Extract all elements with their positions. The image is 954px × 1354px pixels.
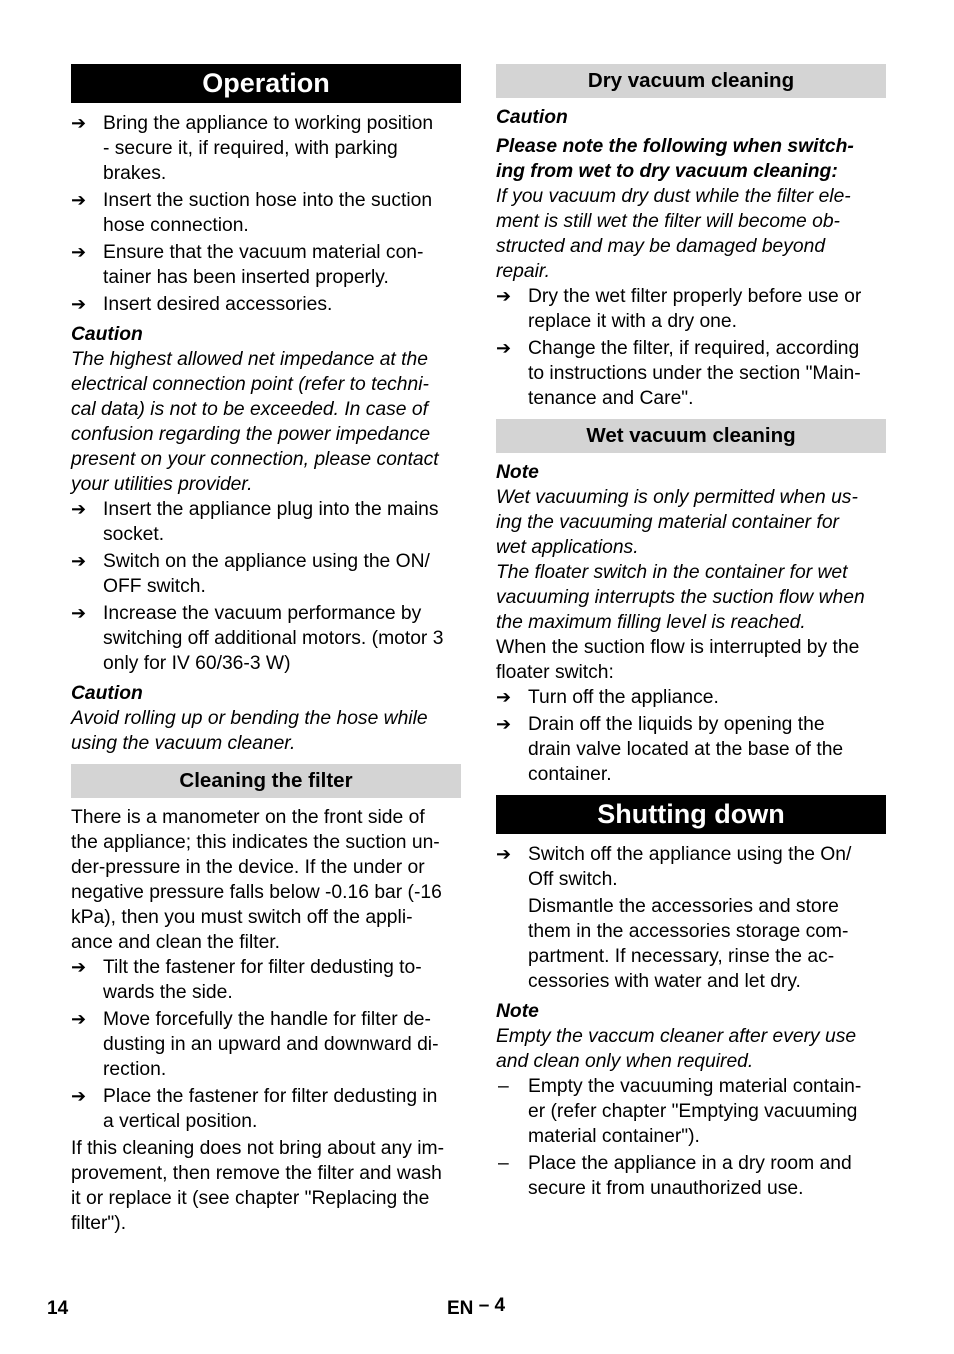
- step-text: Switch on the appliance using the ON/ OFF switch.: [103, 551, 430, 597]
- step-text: Move forcefully the handle for filter de- dusting in an upward and downward di- rection.: [103, 1009, 439, 1080]
- arrow-icon: ➔: [496, 338, 512, 358]
- note-text: Wet vacuuming is only permitted when us- ing the vacuuming material container for wet applications.: [496, 487, 858, 558]
- caution-heading: Caution: [71, 683, 143, 704]
- list-item: [496, 842, 886, 892]
- arrow-icon: ➔: [71, 603, 87, 623]
- note-text: The floater switch in the container for wet vacuuming interrupts the suction flow when the maximum filling level is reached.: [496, 562, 865, 633]
- arrow-icon: ➔: [71, 499, 87, 519]
- step-text: Ensure that the vacuum material con- tainer has been inserted properly.: [103, 242, 424, 288]
- step-text: Bring the appliance to working position - secure it, if required, with parking brakes.: [103, 113, 434, 184]
- dry-vacuum-heading: Dry vacuum cleaning: [496, 64, 886, 98]
- arrow-icon: ➔: [71, 242, 87, 262]
- wet-vacuum-heading: Wet vacuum cleaning: [496, 419, 886, 453]
- right-column: [496, 64, 886, 1203]
- list-item: [496, 336, 886, 411]
- shutting-down-heading: Shutting down: [496, 795, 886, 834]
- list-item: [71, 497, 461, 547]
- left-column: [71, 64, 461, 1236]
- step-text: Dry the wet filter properly before use or replace it with a dry one.: [528, 286, 862, 332]
- list-item: [71, 240, 461, 290]
- arrow-icon: ➔: [71, 190, 87, 210]
- arrow-icon: ➔: [496, 286, 512, 306]
- step-text: Insert the appliance plug into the mains socket.: [103, 499, 439, 545]
- list-item: [71, 188, 461, 238]
- caution-heading: Caution: [71, 324, 143, 345]
- caution-bold-text: Please note the following when switch- ing from wet to dry vacuum cleaning:: [496, 136, 854, 182]
- arrow-icon: ➔: [496, 714, 512, 734]
- page-code: [447, 1296, 505, 1321]
- list-item: [71, 955, 461, 1005]
- dash-item-text: Empty the vacuuming material contain- er (refer chapter "Emptying vacuuming material container").: [528, 1076, 862, 1147]
- caution-text: The highest allowed net impedance at the electrical connection point (refer to techni- cal data) is not to be exceeded. In case of confusion regarding the power impedance present on your connection, please contact your utilities provider.: [71, 349, 439, 495]
- list-item: [496, 1074, 886, 1149]
- arrow-icon: ➔: [496, 687, 512, 707]
- dash-item-text: Place the appliance in a dry room and secure it from unauthorized use.: [528, 1153, 852, 1199]
- list-item: [71, 292, 461, 317]
- page-number: 14: [47, 1298, 69, 1319]
- arrow-icon: ➔: [71, 113, 87, 133]
- caution-text: If you vacuum dry dust while the filter ele- ment is still wet the filter will become ob- structed and may be damaged beyond repair.: [496, 186, 851, 282]
- arrow-icon: ➔: [71, 294, 87, 314]
- note-heading: Note: [496, 1001, 539, 1022]
- step-text: Change the filter, if required, according to instructions under the section "Main- tenance and Care".: [528, 338, 861, 409]
- list-item: [496, 284, 886, 334]
- step-text: Switch off the appliance using the On/ Off switch.: [528, 844, 852, 890]
- wet-paragraph: When the suction flow is interrupted by the floater switch:: [496, 637, 860, 683]
- operation-heading: Operation: [71, 64, 461, 103]
- shutdown-indent-text: Dismantle the accessories and store them in the accessories storage com- partment. If necessary, rinse the ac- cessories with water and let dry.: [528, 896, 849, 992]
- cleaning-filter-heading: Cleaning the filter: [71, 764, 461, 798]
- list-item: [71, 111, 461, 186]
- step-text: Insert desired accessories.: [103, 294, 333, 315]
- step-text: Insert the suction hose into the suction hose connection.: [103, 190, 433, 236]
- arrow-icon: ➔: [71, 1009, 87, 1029]
- list-item: [71, 1084, 461, 1134]
- page-code-lang: EN: [447, 1298, 474, 1319]
- list-item: [496, 1151, 886, 1201]
- step-text: Place the fastener for filter dedusting in a vertical position.: [103, 1086, 438, 1132]
- dash-icon: –: [498, 1153, 509, 1174]
- page-code-suffix: – 4: [478, 1295, 506, 1316]
- arrow-icon: ➔: [71, 551, 87, 571]
- note-text: Empty the vaccum cleaner after every use and clean only when required.: [496, 1026, 857, 1072]
- step-text: Increase the vacuum performance by switching off additional motors. (motor 3 only for IV 60/36-3 W): [103, 603, 444, 674]
- list-item: [496, 712, 886, 787]
- arrow-icon: ➔: [496, 844, 512, 864]
- caution-text: Avoid rolling up or bending the hose while using the vacuum cleaner.: [71, 708, 428, 754]
- caution-heading: Caution: [496, 107, 568, 128]
- list-item: [71, 549, 461, 599]
- note-heading: Note: [496, 462, 539, 483]
- step-text: Drain off the liquids by opening the drain valve located at the base of the container.: [528, 714, 844, 785]
- list-item: [71, 601, 461, 676]
- dash-icon: –: [498, 1076, 509, 1097]
- filter-intro-text: There is a manometer on the front side of the appliance; this indicates the suction un- der-pressure in the device. If the under or negative pressure falls below -0.16 bar (-16 kPa), then you must switch off the appli- ance and clean the filter.: [71, 807, 442, 953]
- list-item: [496, 685, 886, 710]
- arrow-icon: ➔: [71, 957, 87, 977]
- list-item: [71, 1007, 461, 1082]
- filter-outro-text: If this cleaning does not bring about any im- provement, then remove the filter and wash it or replace it (see chapter "Replacing the filter").: [71, 1138, 444, 1234]
- step-text: Turn off the appliance.: [528, 687, 719, 708]
- arrow-icon: ➔: [71, 1086, 87, 1106]
- step-text: Tilt the fastener for filter dedusting to- wards the side.: [103, 957, 422, 1003]
